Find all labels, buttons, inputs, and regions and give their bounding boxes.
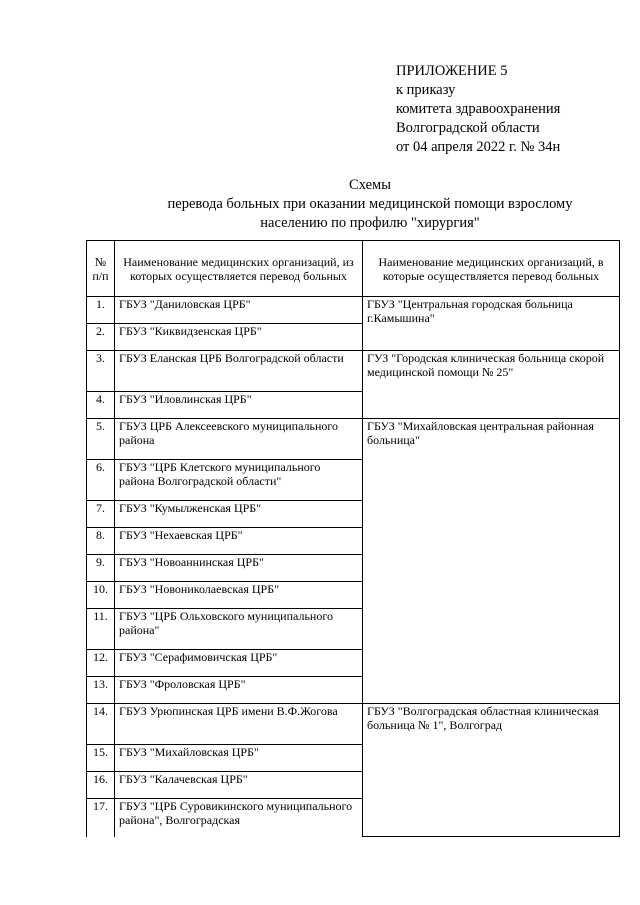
row-number: 2. xyxy=(87,324,115,351)
destination-organization: ГБУЗ "Центральная городская больница г.Камышина" xyxy=(363,297,620,351)
annex-line: Волгоградской области xyxy=(396,120,540,136)
source-organization: ГБУЗ "Новоаннинская ЦРБ" xyxy=(115,555,363,582)
destination-organization: ГУЗ "Городская клиническая больница скорой медицинской помощи № 25" xyxy=(363,351,620,419)
table-row xyxy=(87,351,620,392)
source-organization: ГБУЗ Урюпинская ЦРБ имени В.Ф.Жогова xyxy=(115,704,363,745)
table-row xyxy=(87,704,620,745)
annex-line: к приказу xyxy=(396,82,456,98)
table-header-row xyxy=(87,241,620,297)
source-organization: ГБУЗ "Нехаевская ЦРБ" xyxy=(115,528,363,555)
row-number: 16. xyxy=(87,772,115,799)
row-number: 17. xyxy=(87,799,115,837)
source-organization: ГБУЗ "Серафимовичская ЦРБ" xyxy=(115,650,363,677)
source-organization: ГБУЗ Еланская ЦРБ Волгоградской области xyxy=(115,351,363,392)
source-organization: ГБУЗ "Калачевская ЦРБ" xyxy=(115,772,363,799)
annex-line: комитета здравоохранения xyxy=(396,101,561,117)
row-number: 13. xyxy=(87,677,115,704)
source-organization: ГБУЗ "ЦРБ Ольховского муниципального района" xyxy=(115,609,363,650)
row-number: 10. xyxy=(87,582,115,609)
source-organization: ГБУЗ "ЦРБ Клетского муниципального района Волгоградской области" xyxy=(115,460,363,501)
row-number: 12. xyxy=(87,650,115,677)
row-number: 8. xyxy=(87,528,115,555)
source-organization: ГБУЗ ЦРБ Алексеевского муниципального района xyxy=(115,419,363,460)
source-organization: ГБУЗ "Кумылженская ЦРБ" xyxy=(115,501,363,528)
header-from: Наименование медицинских организаций, из которых осуществляется перевод больных xyxy=(115,241,363,297)
source-organization: ГБУЗ "Новониколаевская ЦРБ" xyxy=(115,582,363,609)
destination-organization: ГБУЗ "Волгоградская областная клиническая больница № 1", Волгоград xyxy=(363,704,620,837)
source-organization: ГБУЗ "Иловлинская ЦРБ" xyxy=(115,392,363,419)
source-organization: ГБУЗ "Фроловская ЦРБ" xyxy=(115,677,363,704)
source-organization-text: ГБУЗ "ЦРБ Суровикинского муниципального района", Волгоградская xyxy=(119,799,353,827)
source-organization: ГБУЗ "Даниловская ЦРБ" xyxy=(115,297,363,324)
header-num: № п/п xyxy=(87,241,115,297)
row-number: 4. xyxy=(87,392,115,419)
source-organization xyxy=(115,799,363,837)
table-row xyxy=(87,297,620,324)
title-line: перевода больных при оказании медицинской помощи взрослому xyxy=(167,196,573,212)
table-row xyxy=(87,419,620,460)
row-number: 11. xyxy=(87,609,115,650)
row-number: 3. xyxy=(87,351,115,392)
row-number: 7. xyxy=(87,501,115,528)
row-number: 1. xyxy=(87,297,115,324)
transfer-schema-table xyxy=(86,240,620,837)
row-number: 14. xyxy=(87,704,115,745)
document-title xyxy=(120,176,620,233)
annex-header xyxy=(396,62,560,157)
title-line: Схемы xyxy=(349,177,391,193)
title-line: населению по профилю "хирургия" xyxy=(260,215,480,231)
row-number: 5. xyxy=(87,419,115,460)
row-number: 15. xyxy=(87,745,115,772)
annex-line: от 04 апреля 2022 г. № 34н xyxy=(396,139,561,155)
source-organization: ГБУЗ "Михайловская ЦРБ" xyxy=(115,745,363,772)
source-organization: ГБУЗ "Киквидзенская ЦРБ" xyxy=(115,324,363,351)
header-to: Наименование медицинских организаций, в которые осуществляется перевод больных xyxy=(363,241,620,297)
destination-organization: ГБУЗ "Михайловская центральная районная больница" xyxy=(363,419,620,704)
annex-line: ПРИЛОЖЕНИЕ 5 xyxy=(396,63,508,79)
row-number: 9. xyxy=(87,555,115,582)
row-number: 6. xyxy=(87,460,115,501)
